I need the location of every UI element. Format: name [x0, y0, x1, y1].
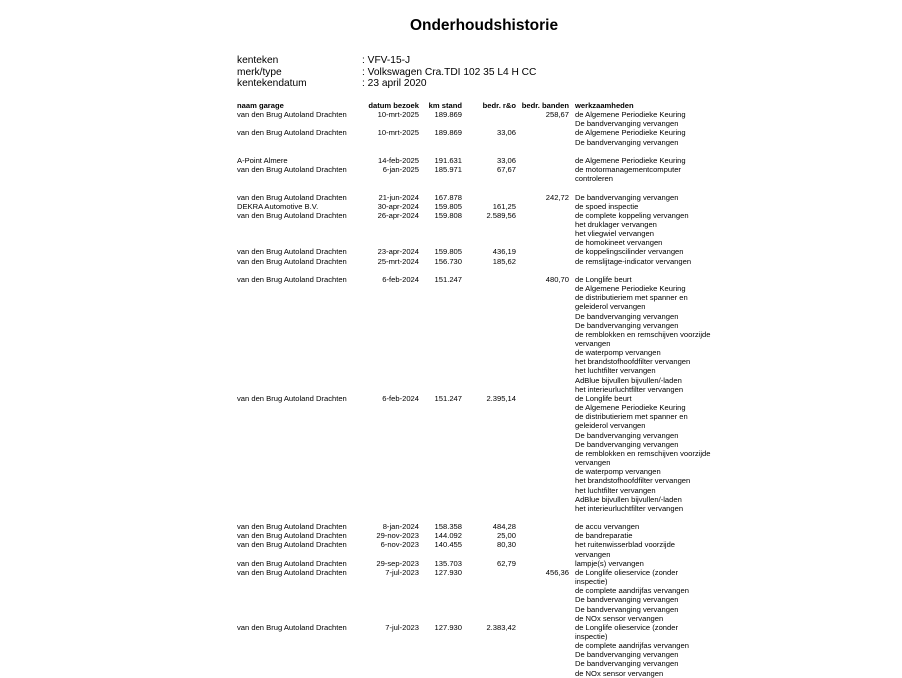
- werkzaamheid-line: inspectie): [575, 577, 608, 587]
- vehicle-info: [237, 55, 536, 90]
- cell-datum: 10-mrt-2025: [377, 110, 419, 120]
- cell-ro: 185,62: [492, 256, 516, 266]
- cell-garage: van den Brug Autoland Drachten: [237, 393, 347, 403]
- kentekendatum-value: : 23 april 2020: [362, 78, 427, 89]
- row-spacer: [237, 147, 717, 156]
- table-row: [237, 211, 717, 248]
- werkzaamheid-line: De bandvervanging vervangen: [575, 320, 679, 330]
- kentekendatum-row: [237, 78, 536, 90]
- werkzaamheid-line: het ruitenwisserblad voorzijde: [575, 540, 676, 550]
- cell-ro: 2.383,42: [486, 622, 516, 632]
- cell-werkzaamheden: [575, 165, 717, 183]
- cell-garage: van den Brug Autoland Drachten: [237, 210, 347, 220]
- table-row: [237, 540, 717, 558]
- cell-banden: 258,67: [545, 110, 569, 120]
- cell-werkzaamheden: [575, 110, 717, 128]
- table-row: [237, 522, 717, 531]
- cell-km: 135.703: [434, 558, 462, 568]
- cell-werkzaamheden: [575, 211, 717, 248]
- cell-datum: 6-feb-2024: [382, 274, 419, 284]
- table-row: [237, 193, 717, 202]
- werkzaamheid-line: de Algemene Periodieke Keuring: [575, 155, 686, 165]
- werkzaamheid-line: de waterpomp vervangen: [575, 348, 661, 358]
- werkzaamheid-line: de complete aandrijfas vervangen: [575, 641, 689, 651]
- cell-garage: van den Brug Autoland Drachten: [237, 522, 347, 532]
- cell-werkzaamheden: [575, 559, 717, 568]
- page-title: Onderhoudshistorie: [409, 17, 559, 34]
- werkzaamheid-line: de spoed inspectie: [575, 201, 639, 211]
- werkzaamheid-line: het druklager vervangen: [575, 220, 657, 229]
- werkzaamheid-line: de koppelingscilinder vervangen: [575, 247, 684, 257]
- table-header: [237, 101, 717, 110]
- maintenance-table: [237, 101, 717, 678]
- row-spacer: [237, 266, 717, 275]
- cell-datum: 7-jul-2023: [385, 622, 419, 632]
- cell-werkzaamheden: [575, 156, 717, 165]
- cell-banden: 480,70: [545, 274, 569, 284]
- cell-datum: 6-feb-2024: [382, 393, 419, 403]
- cell-garage: van den Brug Autoland Drachten: [237, 540, 347, 550]
- cell-werkzaamheden: [575, 540, 717, 558]
- cell-km: 151.247: [434, 274, 462, 284]
- werkzaamheid-line: De bandvervanging vervangen: [575, 659, 679, 669]
- cell-werkzaamheden: [575, 275, 717, 394]
- header-werk: werkzaamheden: [575, 101, 634, 110]
- cell-garage: van den Brug Autoland Drachten: [237, 274, 347, 284]
- cell-werkzaamheden: [575, 531, 717, 540]
- cell-datum: 30-apr-2024: [377, 201, 419, 211]
- werkzaamheid-line: de complete aandrijfas vervangen: [575, 586, 689, 596]
- kentekendatum-label: kentekendatum: [237, 78, 307, 89]
- cell-km: 189.869: [434, 110, 462, 120]
- cell-garage: van den Brug Autoland Drachten: [237, 247, 347, 257]
- cell-garage: A-Point Almere: [237, 155, 288, 165]
- cell-werkzaamheden: [575, 202, 717, 211]
- header-datum: datum bezoek: [368, 101, 419, 110]
- cell-datum: 29-nov-2023: [376, 531, 419, 541]
- werkzaamheid-line: de Longlife olieservice (zonder: [575, 567, 678, 577]
- cell-garage: van den Brug Autoland Drachten: [237, 110, 347, 120]
- table-row: [237, 257, 717, 266]
- cell-ro: 2.395,14: [486, 393, 516, 403]
- werkzaamheid-line: de Algemene Periodieke Keuring: [575, 284, 686, 294]
- cell-km: 144.092: [434, 531, 462, 541]
- werkzaamheid-line: de homokineet vervangen: [575, 238, 663, 248]
- werkzaamheid-line: de accu vervangen: [575, 522, 640, 532]
- cell-km: 167.878: [434, 192, 462, 202]
- cell-garage: van den Brug Autoland Drachten: [237, 192, 347, 202]
- cell-garage: van den Brug Autoland Drachten: [237, 622, 347, 632]
- cell-km: 127.930: [434, 567, 462, 577]
- cell-werkzaamheden: [575, 257, 717, 266]
- cell-km: 156.730: [434, 256, 462, 266]
- werkzaamheid-line: het brandstofhoofdfilter vervangen: [575, 357, 691, 367]
- werkzaamheid-line: de NOx sensor vervangen: [575, 613, 664, 623]
- cell-garage: DEKRA Automotive B.V.: [237, 201, 319, 211]
- werkzaamheid-line: inspectie): [575, 632, 608, 641]
- table-row: [237, 568, 717, 623]
- cell-km: 189.869: [434, 128, 462, 138]
- row-spacer: [237, 183, 717, 192]
- werkzaamheid-line: de motormanagementcomputer: [575, 165, 681, 175]
- cell-garage: van den Brug Autoland Drachten: [237, 256, 347, 266]
- cell-ro: 33,06: [496, 155, 516, 165]
- werkzaamheid-line: vervangen: [575, 549, 611, 559]
- cell-werkzaamheden: [575, 193, 717, 202]
- werkzaamheid-line: vervangen: [575, 458, 611, 468]
- merk-label: merk/type: [237, 66, 282, 78]
- cell-datum: 6-jan-2025: [382, 165, 419, 175]
- cell-km: 158.358: [434, 522, 462, 532]
- werkzaamheid-line: de remblokken en remschijven voorzijde: [575, 448, 711, 458]
- cell-ro: 161,25: [492, 201, 516, 211]
- cell-banden: 242,72: [545, 192, 569, 202]
- werkzaamheid-line: de complete koppeling vervangen: [575, 210, 689, 220]
- table-row: [237, 275, 717, 394]
- cell-datum: 8-jan-2024: [382, 522, 419, 532]
- werkzaamheid-line: De bandvervanging vervangen: [575, 604, 679, 614]
- werkzaamheid-line: de NOx sensor vervangen: [575, 668, 664, 678]
- cell-garage: van den Brug Autoland Drachten: [237, 128, 347, 138]
- werkzaamheid-line: de distributieriem met spanner en: [575, 293, 688, 303]
- cell-garage: van den Brug Autoland Drachten: [237, 531, 347, 541]
- cell-datum: 25-mrt-2024: [377, 256, 419, 266]
- werkzaamheid-line: De bandvervanging vervangen: [575, 311, 679, 321]
- row-spacer: [237, 513, 717, 522]
- werkzaamheid-line: De bandvervanging vervangen: [575, 430, 679, 440]
- cell-werkzaamheden: [575, 623, 717, 678]
- cell-km: 159.805: [434, 247, 462, 257]
- werkzaamheid-line: geleiderol vervangen: [575, 302, 646, 312]
- table-row: [237, 202, 717, 211]
- werkzaamheid-line: De bandvervanging vervangen: [575, 595, 679, 605]
- cell-banden: 456,36: [545, 567, 569, 577]
- table-row: [237, 531, 717, 540]
- cell-km: 151.247: [434, 393, 462, 403]
- werkzaamheid-line: het vliegwiel vervangen: [575, 229, 654, 239]
- cell-km: 159.808: [434, 210, 462, 220]
- header-ro: bedr. r&o: [482, 101, 516, 110]
- cell-werkzaamheden: [575, 394, 717, 513]
- werkzaamheid-line: de remslijtage-indicator vervangen: [575, 256, 692, 266]
- cell-km: 159.805: [434, 201, 462, 211]
- cell-km: 140.455: [434, 540, 462, 550]
- werkzaamheid-line: controleren: [575, 174, 613, 184]
- header-banden: bedr. banden: [521, 101, 569, 110]
- cell-garage: van den Brug Autoland Drachten: [237, 558, 347, 568]
- cell-datum: 29-sep-2023: [376, 558, 419, 568]
- cell-datum: 10-mrt-2025: [377, 128, 419, 138]
- cell-werkzaamheden: [575, 522, 717, 531]
- cell-ro: 62,79: [496, 558, 516, 568]
- merk-row: [237, 67, 536, 79]
- cell-garage: van den Brug Autoland Drachten: [237, 567, 347, 577]
- cell-werkzaamheden: [575, 247, 717, 256]
- werkzaamheid-line: De bandvervanging vervangen: [575, 137, 679, 147]
- cell-ro: 25,00: [496, 531, 516, 541]
- werkzaamheid-line: de Longlife beurt: [575, 393, 632, 403]
- table-row: [237, 165, 717, 183]
- werkzaamheid-line: de bandreparatie: [575, 531, 633, 541]
- werkzaamheid-line: de waterpomp vervangen: [575, 467, 661, 477]
- werkzaamheid-line: het luchtfilter vervangen: [575, 366, 656, 376]
- werkzaamheid-line: de Algemene Periodieke Keuring: [575, 110, 686, 120]
- werkzaamheid-line: lampje(s) vervangen: [575, 558, 644, 568]
- cell-datum: 23-apr-2024: [377, 247, 419, 257]
- kenteken-label: kenteken: [237, 55, 279, 66]
- table-row: [237, 394, 717, 513]
- werkzaamheid-line: de Longlife olieservice (zonder: [575, 622, 678, 632]
- cell-datum: 6-nov-2023: [380, 540, 419, 550]
- merk-value: : Volkswagen Cra.TDI 102 35 L4 H CC: [362, 66, 537, 78]
- werkzaamheid-line: de remblokken en remschijven voorzijde: [575, 329, 711, 339]
- werkzaamheid-line: de Longlife beurt: [575, 274, 632, 284]
- cell-ro: 484,28: [492, 522, 516, 532]
- cell-ro: 80,30: [496, 540, 516, 550]
- werkzaamheid-line: het interieurluchtfilter vervangen: [575, 503, 684, 513]
- table-row: [237, 128, 717, 146]
- cell-datum: 7-jul-2023: [385, 567, 419, 577]
- werkzaamheid-line: de Algemene Periodieke Keuring: [575, 128, 686, 138]
- cell-km: 127.930: [434, 622, 462, 632]
- cell-ro: 33,06: [496, 128, 516, 138]
- cell-ro: 2.589,56: [486, 210, 516, 220]
- header-garage: naam garage: [237, 101, 284, 110]
- cell-km: 185.971: [434, 165, 462, 175]
- werkzaamheid-line: het brandstofhoofdfilter vervangen: [575, 476, 691, 486]
- cell-garage: van den Brug Autoland Drachten: [237, 165, 347, 175]
- table-row: [237, 559, 717, 568]
- kenteken-value: : VFV-15-J: [362, 55, 411, 66]
- cell-ro: 436,19: [492, 247, 516, 257]
- table-row: [237, 623, 717, 678]
- header-km: km stand: [428, 101, 462, 110]
- werkzaamheid-line: het interieurluchtfilter vervangen: [575, 384, 684, 394]
- werkzaamheid-line: AdBlue bijvullen bijvullen/-laden: [575, 494, 682, 504]
- werkzaamheid-line: vervangen: [575, 339, 611, 349]
- werkzaamheid-line: De bandvervanging vervangen: [575, 192, 679, 202]
- cell-werkzaamheden: [575, 568, 717, 623]
- table-row: [237, 110, 717, 128]
- cell-datum: 14-feb-2025: [378, 155, 419, 165]
- table-row: [237, 156, 717, 165]
- werkzaamheid-line: geleiderol vervangen: [575, 421, 646, 431]
- kenteken-row: [237, 55, 536, 67]
- werkzaamheid-line: De bandvervanging vervangen: [575, 119, 679, 129]
- werkzaamheid-line: De bandvervanging vervangen: [575, 650, 679, 660]
- werkzaamheid-line: de distributieriem met spanner en: [575, 412, 688, 422]
- cell-werkzaamheden: [575, 128, 717, 146]
- cell-datum: 26-apr-2024: [377, 210, 419, 220]
- werkzaamheid-line: het luchtfilter vervangen: [575, 485, 656, 495]
- cell-datum: 21-jun-2024: [378, 192, 419, 202]
- werkzaamheid-line: de Algemene Periodieke Keuring: [575, 403, 686, 413]
- werkzaamheid-line: De bandvervanging vervangen: [575, 439, 679, 449]
- werkzaamheid-line: AdBlue bijvullen bijvullen/-laden: [575, 375, 682, 385]
- cell-ro: 67,67: [496, 165, 516, 175]
- table-row: [237, 247, 717, 256]
- cell-km: 191.631: [434, 155, 462, 165]
